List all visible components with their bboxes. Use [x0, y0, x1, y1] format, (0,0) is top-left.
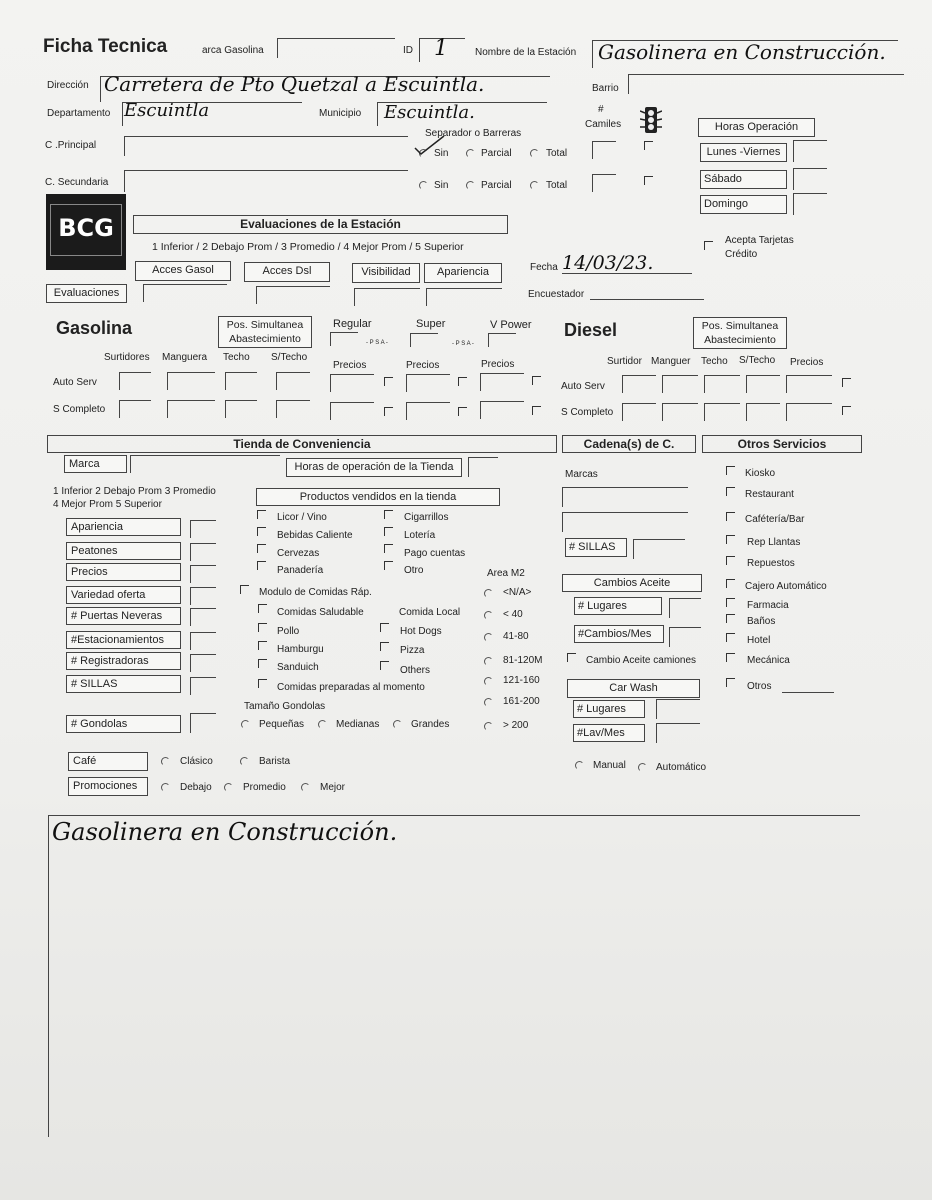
- evaluaciones-button[interactable]: Evaluaciones: [46, 284, 127, 303]
- otros-item-7: Baños: [747, 616, 776, 627]
- d-auto-stecho[interactable]: [746, 375, 780, 393]
- camiones-label: Camiles: [585, 119, 622, 130]
- eval-field-3[interactable]: [354, 288, 420, 306]
- d-comp-precio[interactable]: [786, 403, 832, 421]
- area-4: 121-160: [503, 675, 540, 686]
- sep1-sin: Sin: [434, 148, 449, 159]
- d-comp-manguer[interactable]: [662, 403, 698, 421]
- rating-variedad[interactable]: Variedad oferta: [66, 586, 181, 604]
- vpower-label: V Power: [490, 319, 532, 331]
- d-abast-text: Abastecimiento: [704, 334, 776, 346]
- d-comp-techo[interactable]: [704, 403, 740, 421]
- otros-cb-10[interactable]: [726, 678, 735, 687]
- g-comp-precio-2[interactable]: [406, 402, 450, 420]
- otros-item-6: Farmacia: [747, 600, 789, 611]
- area-radio-2[interactable]: [484, 633, 493, 642]
- otros-title: Otros Servicios: [702, 435, 862, 453]
- medianas-radio[interactable]: [318, 720, 327, 729]
- tarjetas-label: Acepta Tarjetas: [725, 235, 794, 246]
- c-principal-label: C .Principal: [45, 140, 97, 151]
- prod-otro-cb[interactable]: [384, 561, 393, 570]
- tamano-label: Tamaño Gondolas: [244, 701, 326, 712]
- otros-item-8: Hotel: [747, 635, 771, 646]
- pizza: Pizza: [400, 645, 425, 656]
- rating-puertas-field[interactable]: [190, 608, 216, 626]
- d-col-precios: Precios: [790, 357, 824, 368]
- otros-item-5: Cajero Automático: [745, 581, 827, 592]
- d-auto-manguer[interactable]: [662, 375, 698, 393]
- camiones-aceite-cb[interactable]: [567, 653, 576, 662]
- carwash-lugares-button[interactable]: # Lugares: [573, 700, 645, 718]
- prod-cervezas: Cervezas: [277, 548, 320, 559]
- rating-peatones[interactable]: Peatones: [66, 542, 181, 560]
- auto-serv-label: Auto Serv: [53, 377, 97, 388]
- marcas-label: Marcas: [565, 469, 598, 480]
- rating-registradoras-field[interactable]: [190, 654, 216, 672]
- psa-2: - P S A -: [452, 341, 474, 347]
- automatico: Automático: [656, 762, 707, 773]
- prod-loteria: Lotería: [404, 530, 436, 541]
- otros-cb-6[interactable]: [726, 598, 735, 607]
- g-comp-stecho[interactable]: [276, 400, 310, 418]
- cadena-title: Cadena(s) de C.: [562, 435, 696, 453]
- psa-1: - P S A -: [366, 340, 388, 346]
- d-auto-serv-label: Auto Serv: [561, 381, 605, 392]
- g-auto-precio-2[interactable]: [406, 374, 450, 392]
- sep2-sin: Sin: [434, 180, 449, 191]
- area-6: > 200: [503, 720, 529, 731]
- otros-item-1: Restaurant: [745, 489, 794, 500]
- prod-panaderia-cb[interactable]: [257, 561, 266, 570]
- regular-label: Regular: [333, 318, 372, 330]
- domingo-button[interactable]: Domingo: [700, 195, 787, 214]
- g-comp-precio-1[interactable]: [330, 402, 374, 420]
- encuestador-label: Encuestador: [528, 289, 585, 300]
- g-comp-precio-3[interactable]: [480, 401, 524, 419]
- otros-item-3: Rep Llantas: [747, 537, 801, 548]
- camiones-field-2[interactable]: [592, 174, 616, 192]
- lunes-viernes-button[interactable]: Lunes -Viernes: [700, 143, 787, 162]
- pizza-cb[interactable]: [380, 642, 389, 651]
- d-s-completo-label: S Completo: [561, 407, 614, 418]
- traffic-light-icon: [640, 105, 662, 135]
- area-0: <N/A>: [503, 587, 532, 598]
- g-auto-cb-3[interactable]: [532, 376, 541, 385]
- area-radio-0[interactable]: [484, 589, 493, 598]
- g-comp-manguera[interactable]: [167, 400, 215, 418]
- municipio-label: Municipio: [319, 108, 362, 119]
- sabado-button[interactable]: Sábado: [700, 170, 787, 189]
- regular-field[interactable]: [330, 332, 358, 346]
- departamento-value: Escuintla: [124, 100, 210, 121]
- otros-field[interactable]: [782, 692, 834, 693]
- id-label: ID: [403, 45, 413, 56]
- prod-bebidas: Bebidas Caliente: [277, 530, 353, 541]
- promedio-radio[interactable]: [224, 783, 233, 792]
- g-auto-precio-3[interactable]: [480, 373, 524, 391]
- g-auto-cb-1[interactable]: [384, 377, 393, 386]
- evaluaciones-scale: 1 Inferior / 2 Debajo Prom / 3 Promedio / 4 Mejor Prom / 5 Superior: [152, 241, 464, 253]
- carwash-button[interactable]: Car Wash: [567, 679, 700, 698]
- c-principal-field[interactable]: [124, 136, 408, 156]
- nombre-label: Nombre de la Estación: [475, 47, 577, 58]
- departamento-label: Departamento: [47, 108, 111, 119]
- sanduich: Sanduich: [277, 662, 319, 673]
- visibilidad-button[interactable]: Visibilidad: [352, 263, 420, 283]
- rating-sillas-field[interactable]: [190, 677, 216, 695]
- automatico-radio[interactable]: [638, 763, 647, 772]
- d-comp-cb[interactable]: [842, 406, 851, 415]
- prod-cervezas-cb[interactable]: [257, 544, 266, 553]
- hotdogs: Hot Dogs: [400, 626, 442, 637]
- acces-gasol-button[interactable]: Acces Gasol: [135, 261, 231, 281]
- tienda-scale-1: 1 Inferior 2 Debajo Prom 3 Promedio: [53, 486, 216, 497]
- area-radio-1[interactable]: [484, 611, 493, 620]
- c-secundaria-field[interactable]: [124, 170, 408, 192]
- otros-cb-1[interactable]: [726, 487, 735, 496]
- rating-precios[interactable]: Precios: [66, 563, 181, 581]
- gasolina-pos-simultanea[interactable]: [218, 316, 312, 348]
- pos-sim-text: Pos. Simultanea: [226, 319, 304, 331]
- fecha-value: 14/03/23.: [562, 252, 654, 274]
- tarjetas-checkbox[interactable]: [704, 241, 713, 250]
- otros-cb-3[interactable]: [726, 535, 735, 544]
- d-auto-surtidor[interactable]: [622, 375, 656, 393]
- d-col-surtidor: Surtidor: [607, 356, 643, 367]
- marca-button[interactable]: Marca: [64, 455, 127, 473]
- area-5: 161-200: [503, 696, 540, 707]
- productos-button[interactable]: Productos vendidos en la tienda: [256, 488, 500, 506]
- sep2-sin-radio[interactable]: [419, 181, 428, 190]
- prod-pago: Pago cuentas: [404, 548, 466, 559]
- medianas: Medianas: [336, 719, 380, 730]
- abast-text: Abastecimiento: [229, 333, 301, 345]
- rating-sillas[interactable]: # SILLAS: [66, 675, 181, 693]
- area-2: 41-80: [503, 631, 529, 642]
- g-comp-cb-3[interactable]: [532, 406, 541, 415]
- camiones-checkbox-2[interactable]: [644, 176, 653, 185]
- sep2-total-radio[interactable]: [530, 181, 539, 190]
- precios-1: Precios: [333, 360, 367, 371]
- debajo-radio[interactable]: [161, 783, 170, 792]
- d-auto-cb[interactable]: [842, 378, 851, 387]
- gasolina-title: Gasolina: [56, 318, 133, 338]
- rating-precios-field[interactable]: [190, 565, 216, 583]
- barrio-label: Barrio: [592, 83, 619, 94]
- c-secundaria-label: C. Secundaria: [45, 177, 109, 188]
- sep1-parcial-radio[interactable]: [466, 149, 475, 158]
- municipio-value: Escuintla.: [384, 102, 475, 123]
- lunes-viernes-field[interactable]: [793, 140, 827, 162]
- diesel-pos-simultanea[interactable]: [693, 317, 787, 349]
- prod-loteria-cb[interactable]: [384, 527, 393, 536]
- marca-gasolina-field[interactable]: [277, 38, 395, 58]
- barista: Barista: [259, 756, 291, 767]
- otros-item-4: Repuestos: [747, 558, 795, 569]
- s-completo-label: S Completo: [53, 404, 106, 415]
- col-techo: Techo: [223, 352, 250, 363]
- camiones-hash: #: [598, 104, 604, 115]
- checkmark-icon: [412, 134, 449, 159]
- pollo-cb[interactable]: [258, 623, 267, 632]
- others-cb[interactable]: [380, 661, 389, 670]
- d-pos-sim-text: Pos. Simultanea: [701, 320, 779, 332]
- cambios-mes-field[interactable]: [669, 627, 701, 647]
- rating-variedad-field[interactable]: [190, 587, 216, 605]
- otros-cb-7[interactable]: [726, 614, 735, 623]
- g-auto-stecho[interactable]: [276, 372, 310, 390]
- debajo: Debajo: [180, 782, 212, 793]
- sep2-total: Total: [546, 180, 568, 191]
- modulo-cb[interactable]: [240, 585, 249, 594]
- hamburgu: Hamburgu: [277, 644, 324, 655]
- rating-peatones-field[interactable]: [190, 543, 216, 561]
- rating-registradoras[interactable]: # Registradoras: [66, 652, 181, 670]
- otros-cb-9[interactable]: [726, 653, 735, 662]
- g-auto-precio-1[interactable]: [330, 374, 374, 392]
- g-auto-surtidores[interactable]: [119, 372, 151, 390]
- area-1: < 40: [503, 609, 523, 620]
- d-auto-techo[interactable]: [704, 375, 740, 393]
- marca-field[interactable]: [130, 455, 280, 473]
- area-radio-3[interactable]: [484, 657, 493, 666]
- notes-text: Gasolinera en Construcción.: [52, 818, 398, 846]
- otros-cb-8[interactable]: [726, 633, 735, 642]
- d-comp-stecho[interactable]: [746, 403, 780, 421]
- g-comp-cb-2[interactable]: [458, 407, 467, 416]
- sanduich-cb[interactable]: [258, 659, 267, 668]
- otros-item-2: Cafétería/Bar: [745, 514, 805, 525]
- rating-gondolas-field[interactable]: [190, 713, 216, 733]
- acces-dsl-button[interactable]: Acces Dsl: [244, 262, 330, 282]
- camiones-checkbox-1[interactable]: [644, 141, 653, 150]
- pequenas-radio[interactable]: [241, 720, 250, 729]
- area-radio-5[interactable]: [484, 698, 493, 707]
- fecha-label: Fecha: [530, 262, 558, 273]
- marca-gasolina-label: arca Gasolina: [202, 45, 264, 56]
- prod-licor-cb[interactable]: [257, 510, 266, 519]
- d-comp-surtidor[interactable]: [622, 403, 656, 421]
- separador-label: Separador o Barreras: [425, 128, 522, 139]
- clasico: Clásico: [180, 756, 213, 767]
- nombre-value: Gasolinera en Construcción.: [598, 40, 886, 64]
- hamburgu-cb[interactable]: [258, 641, 267, 650]
- domingo-field[interactable]: [793, 193, 827, 215]
- mejor: Mejor: [320, 782, 346, 793]
- precios-2: Precios: [406, 360, 440, 371]
- rating-apariencia[interactable]: Apariencia: [66, 518, 181, 536]
- d-col-manguer: Manguer: [651, 356, 691, 367]
- pollo: Pollo: [277, 626, 300, 637]
- sep1-parcial: Parcial: [481, 148, 512, 159]
- camiones-aceite: Cambio Aceite camiones: [586, 655, 697, 666]
- horas-operacion-button[interactable]: Horas Operación: [698, 118, 815, 137]
- rating-estacionamientos[interactable]: #Estacionamientos: [66, 631, 181, 649]
- g-auto-manguera[interactable]: [167, 372, 215, 390]
- prod-licor: Licor / Vino: [277, 512, 327, 523]
- otros-cb-2[interactable]: [726, 512, 735, 521]
- d-col-stecho: S/Techo: [739, 355, 776, 366]
- area-radio-6[interactable]: [484, 722, 493, 731]
- prod-cigarrillos: Cigarrillos: [404, 512, 449, 523]
- otros-cb-5[interactable]: [726, 579, 735, 588]
- bcg-logo: [46, 194, 126, 270]
- mejor-radio[interactable]: [301, 783, 310, 792]
- otros-item-9: Mecánica: [747, 655, 790, 666]
- logo-text: BCG: [58, 214, 114, 242]
- col-manguera: Manguera: [162, 352, 208, 363]
- grandes: Grandes: [411, 719, 450, 730]
- cadena-sillas-button[interactable]: # SILLAS: [565, 538, 627, 557]
- prod-cigarrillos-cb[interactable]: [384, 510, 393, 519]
- comida-saludable: Comidas Saludable: [277, 607, 364, 618]
- manual-radio[interactable]: [575, 761, 584, 770]
- tienda-title: Tienda de Conveniencia: [47, 435, 557, 453]
- comida-local-label: Comida Local: [399, 607, 461, 618]
- otros-item-10: Otros: [747, 681, 772, 692]
- grandes-radio[interactable]: [393, 720, 402, 729]
- comidas-preparadas: Comidas preparadas al momento: [277, 682, 425, 693]
- cambios-aceite-button[interactable]: Cambios Aceite: [562, 574, 702, 592]
- hotdogs-cb[interactable]: [380, 623, 389, 632]
- precios-3: Precios: [481, 359, 515, 370]
- sep1-total: Total: [546, 148, 568, 159]
- eval-field-2[interactable]: [256, 286, 330, 304]
- comidas-preparadas-cb[interactable]: [258, 679, 267, 688]
- area-label: Area M2: [487, 568, 525, 579]
- credito-label: Crédito: [725, 249, 758, 260]
- prod-pago-cb[interactable]: [384, 544, 393, 553]
- g-comp-techo[interactable]: [225, 400, 257, 418]
- form-title: Ficha Tecnica: [43, 36, 168, 57]
- direccion-label: Dirección: [47, 80, 89, 91]
- promociones-button[interactable]: Promociones: [68, 777, 148, 796]
- sabado-field[interactable]: [793, 168, 827, 190]
- prod-otro: Otro: [404, 565, 424, 576]
- super-label: Super: [416, 318, 446, 330]
- otros-item-0: Kiosko: [745, 468, 776, 479]
- comida-saludable-cb[interactable]: [258, 604, 267, 613]
- g-comp-surtidores[interactable]: [119, 400, 151, 418]
- lav-mes-field[interactable]: [656, 723, 700, 743]
- prod-bebidas-cb[interactable]: [257, 527, 266, 536]
- notes-top-border: [48, 815, 860, 816]
- diesel-title: Diesel: [564, 320, 618, 340]
- col-stecho: S/Techo: [271, 352, 308, 363]
- apariencia-button[interactable]: Apariencia: [424, 263, 502, 283]
- otros-cb-4[interactable]: [726, 556, 735, 565]
- d-col-techo: Techo: [701, 356, 728, 367]
- notes-left-border: [48, 815, 49, 1137]
- otros-cb-0[interactable]: [726, 466, 735, 475]
- rating-estacionamientos-field[interactable]: [190, 632, 216, 650]
- manual: Manual: [593, 760, 626, 771]
- d-auto-precio[interactable]: [786, 375, 832, 393]
- others: Others: [400, 665, 431, 676]
- marcas-field-1[interactable]: [562, 487, 688, 507]
- sep2-parcial-radio[interactable]: [466, 181, 475, 190]
- area-radio-4[interactable]: [484, 677, 493, 686]
- area-3: 81-120M: [503, 655, 543, 666]
- lav-mes-button[interactable]: #Lav/Mes: [573, 724, 645, 742]
- lugares-button[interactable]: # Lugares: [574, 597, 662, 615]
- super-field[interactable]: [410, 333, 438, 347]
- cambios-mes-button[interactable]: #Cambios/Mes: [574, 625, 664, 643]
- fecha-underline: [562, 273, 692, 274]
- encuestador-field[interactable]: [590, 299, 704, 300]
- promedio: Promedio: [243, 782, 286, 793]
- camiones-field-1[interactable]: [592, 141, 616, 159]
- g-auto-cb-2[interactable]: [458, 377, 467, 386]
- eval-field-4[interactable]: [426, 288, 502, 306]
- cafe-button[interactable]: Café: [68, 752, 148, 771]
- eval-field-1[interactable]: [143, 284, 227, 302]
- lugares-field[interactable]: [669, 598, 701, 618]
- barista-radio[interactable]: [240, 757, 249, 766]
- tienda-scale-2: 4 Mejor Prom 5 Superior: [53, 499, 162, 510]
- direccion-value: Carretera de Pto Quetzal a Escuintla.: [104, 72, 485, 96]
- sep1-total-radio[interactable]: [530, 149, 539, 158]
- rating-apariencia-field[interactable]: [190, 520, 216, 538]
- g-comp-cb-1[interactable]: [384, 407, 393, 416]
- rating-gondolas[interactable]: # Gondolas: [66, 715, 181, 733]
- clasico-radio[interactable]: [161, 757, 170, 766]
- sep2-parcial: Parcial: [481, 180, 512, 191]
- cadena-sillas-field[interactable]: [633, 539, 685, 559]
- g-auto-techo[interactable]: [225, 372, 257, 390]
- carwash-lugares-field[interactable]: [656, 699, 700, 719]
- horas-tienda-field[interactable]: [468, 457, 498, 477]
- barrio-field[interactable]: [628, 74, 904, 94]
- modulo-label: Modulo de Comidas Ráp.: [259, 587, 372, 598]
- marcas-field-2[interactable]: [562, 512, 688, 532]
- horas-tienda-button[interactable]: Horas de operación de la Tienda: [286, 458, 462, 477]
- id-value: 1: [434, 36, 448, 61]
- vpower-field[interactable]: [488, 333, 516, 347]
- pequenas: Pequeñas: [259, 719, 305, 730]
- col-surtidores: Surtidores: [104, 352, 150, 363]
- prod-panaderia: Panadería: [277, 565, 324, 576]
- rating-puertas[interactable]: # Puertas Neveras: [66, 607, 181, 625]
- evaluaciones-title: Evaluaciones de la Estación: [133, 215, 508, 234]
